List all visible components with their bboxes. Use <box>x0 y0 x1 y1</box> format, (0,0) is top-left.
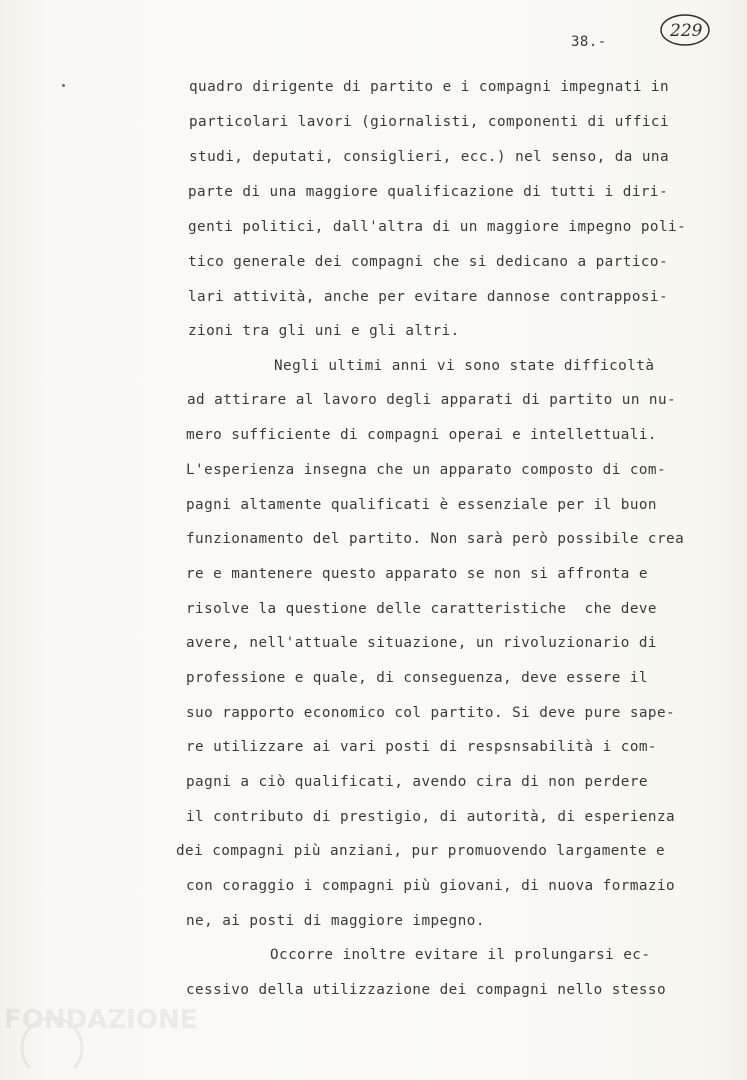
text-line: genti politici, dall'altra di un maggiore impegno poli- <box>188 219 687 235</box>
text-line: con coraggio i compagni più giovani, di nuova formazio <box>186 878 676 894</box>
text-line: il contributo di prestigio, di autorità, di esperienza <box>186 809 676 825</box>
text-line: quadro dirigente di partito e i compagni impegnati in <box>189 79 670 95</box>
text-line: dei compagni più anziani, pur promuovendo largamente e <box>176 843 666 859</box>
page-number: 38.- <box>571 34 607 50</box>
text-line: professione e quale, di conseguenza, deve essere il <box>186 670 648 686</box>
text-line: Negli ultimi anni vi sono state difficoltà <box>274 358 655 374</box>
margin-dot <box>62 84 65 87</box>
text-line: parte di una maggiore qualificazione di tutti i diri- <box>188 184 669 200</box>
text-line: lari attività, anche per evitare dannose contrapposi- <box>188 289 669 305</box>
text-line: pagni a ciò qualificati, avendo cira di non perdere <box>186 774 648 790</box>
text-line: re utilizzare ai vari posti di respsnsabilità i com- <box>186 739 657 755</box>
archive-number-stamp <box>659 12 711 48</box>
text-line: avere, nell'attuale situazione, un rivoluzionario di <box>186 635 657 651</box>
text-line: zioni tra gli uni e gli altri. <box>188 323 460 339</box>
text-line: funzionamento del partito. Non sarà però possibile crea <box>186 531 685 547</box>
text-line: particolari lavori (giornalisti, componenti di uffici <box>189 114 670 130</box>
watermark-text: FONDAZIONE <box>4 1005 198 1035</box>
text-line: tico generale dei compagni che si dedicano a partico- <box>188 254 669 270</box>
text-line: Occorre inoltre evitare il prolungarsi ec- <box>270 947 651 963</box>
text-line: risolve la questione delle caratteristiche che deve <box>186 601 657 617</box>
text-line: mero sufficiente di compagni operai e intellettuali. <box>186 427 657 443</box>
archive-number: 229 <box>670 21 703 41</box>
text-line: pagni altamente qualificati è essenziale per il buon <box>186 497 657 513</box>
text-line: ne, ai posti di maggiore impegno. <box>186 913 485 929</box>
text-line: cessivo della utilizzazione dei compagni nello stesso <box>186 982 667 998</box>
text-line: suo rapporto economico col partito. Si deve pure sape- <box>186 705 676 721</box>
text-line: studi, deputati, consiglieri, ecc.) nel senso, da una <box>189 149 670 165</box>
text-line: re e mantenere questo apparato se non si affronta e <box>186 566 648 582</box>
watermark-logo <box>0 998 230 1068</box>
text-line: ad attirare al lavoro degli apparati di partito un nu- <box>187 392 677 408</box>
text-line: L'esperienza insegna che un apparato composto di com- <box>186 462 667 478</box>
